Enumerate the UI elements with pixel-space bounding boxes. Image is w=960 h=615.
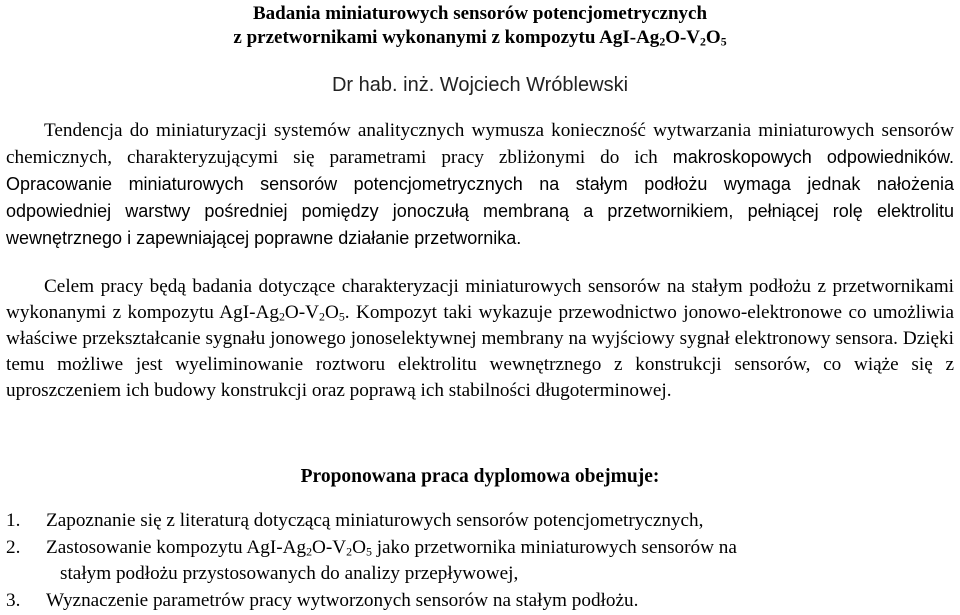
title-line-2-text: z przetwornikami wykonanymi z kompozytu AgI-Ag <box>233 27 660 48</box>
subscript: 5 <box>720 35 727 49</box>
subscript: 5 <box>365 543 372 558</box>
list-number: 2. <box>6 536 21 558</box>
list-item-text: Zapoznanie się z literaturą dotyczącą miniaturowych sensorów potencjometrycznych, <box>46 510 704 531</box>
subscript: 2 <box>346 543 353 558</box>
list-item-continuation: stałym podłożu przystosowanych do analizy przepływowej, <box>60 563 519 584</box>
subscript: 2 <box>700 35 706 49</box>
author-line: Dr hab. inż. Wojciech Wróblewski <box>331 74 629 96</box>
list-item-text-part: O-V <box>312 536 347 558</box>
list-item <box>6 588 954 615</box>
title-line-2 <box>0 26 960 50</box>
list-item <box>6 535 954 562</box>
title-line-1: Badania miniaturowych sensorów potencjometrycznych <box>252 3 708 24</box>
subscript: 2 <box>278 309 285 324</box>
paragraph-1-sans: makroskopowych odpowiedników. Opracowanie miniaturowych sensorów potencjometrycznych na stałym podłożu wymaga jednak nałożenia odpowiedniej warstwy pośredniej pomiędzy jonoczułą membraną a przetwornikiem, pełniącej rolę elektrolitu wewnętrznego i zapewniającej poprawne działanie przetwornika. <box>6 147 954 248</box>
subscript: 2 <box>319 309 325 324</box>
subscript: 2 <box>306 543 313 558</box>
list-item-text-part: Zastosowanie kompozytu AgI-Ag <box>46 536 307 558</box>
title-line-2-text: O <box>705 27 721 48</box>
paragraph-2-text: O <box>324 302 339 323</box>
list-item-text-part: O <box>352 536 366 558</box>
paragraph-2 <box>6 274 954 404</box>
subscript: 5 <box>338 309 345 324</box>
title-line-2-text: O-V <box>665 27 701 48</box>
document-title <box>0 2 960 50</box>
paragraph-2-text: O-V <box>284 302 319 323</box>
list-number: 3. <box>6 589 21 611</box>
subscript: 2 <box>659 35 666 49</box>
paragraph-1 <box>6 118 954 252</box>
paragraph-2-text: . Kompozyt taki wykazuje przewodnictwo jonowo-elektronowe co umożliwia właściwe przekształcanie sygnału jonowego jonoselektywnej membrany na wyjściowy sygnał elektronowy sensora. Dzięki temu możliwe jest wyeliminowanie roztworu elektrolitu wewnętrznego z konstrukcji sensorów, co wiąże się z uproszczeniem ich budowy konstrukcji oraz poprawą ich stabilności długoterminowej. <box>6 302 954 401</box>
section-heading: Proponowana praca dyplomowa obejmuje: <box>300 466 660 487</box>
paragraph-1-serif: Tendencja do miniaturyzacji systemów analitycznych wymusza konieczność wytwarzania miniaturowych sensorów chemicznych, charakteryzującymi się parametrami pracy zbliżonymi do ich <box>6 120 954 168</box>
list-item-text-part: jako przetwornika miniaturowych sensorów na <box>371 536 737 558</box>
paragraph-2-text: Celem pracy będą badania dotyczące charakteryzacji miniaturowych sensorów na stałym podłożu z przetwornikami wykonanymi z kompozytu AgI-Ag <box>6 276 954 323</box>
list-item-text: Wyznaczenie parametrów pracy wytworzonych sensorów na stałym podłożu. <box>46 589 639 611</box>
list-item-text <box>46 535 954 562</box>
task-list <box>6 508 954 614</box>
list-number: 1. <box>6 510 21 531</box>
list-item <box>6 508 954 535</box>
